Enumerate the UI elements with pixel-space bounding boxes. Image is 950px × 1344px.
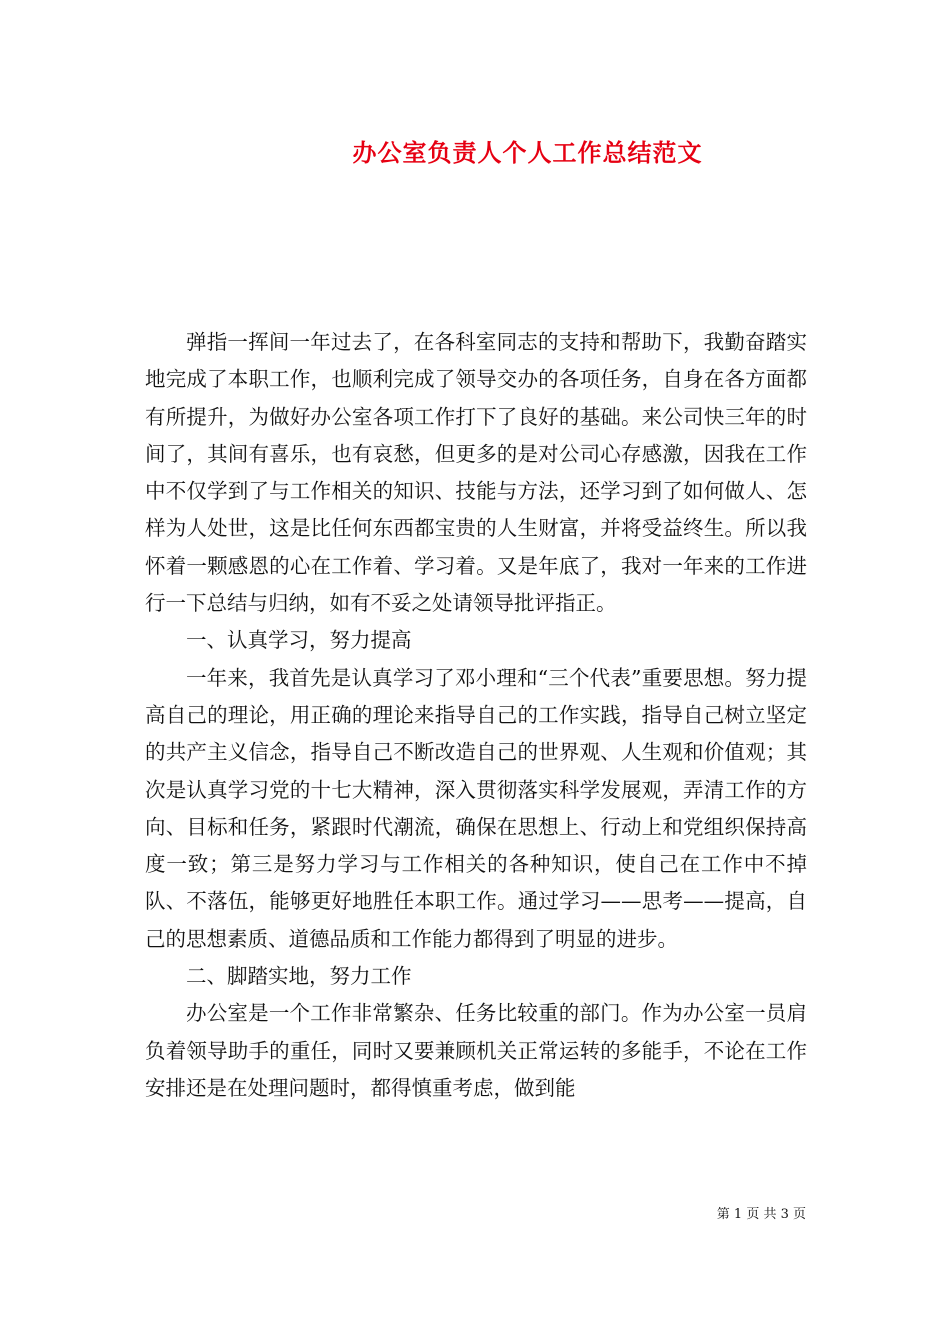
paragraph: 一年来，我首先是认真学习了邓小理和“三个代表”重要思想。努力提高自己的理论，用正确的理论来指导自己的工作实践，指导自己树立坚定的共产主义信念，指导自己不断改造自己的世界观、人生观和价值观；其次是认真学习党的十七大精神，深入贯彻落实科学发展观，弄清工作的方向、目标和任务，紧跟时代潮流，确保在思想上、行动上和党组织保持高度一致；第三是努力学习与工作相关的各种知识，使自己在工作中不掉队、不落伍，能够更好地胜任本职工作。通过学习——思考——提高，自己的思想素质、道德品质和工作能力都得到了明显的进步。	[145, 665, 807, 951]
paragraph: 办公室是一个工作非常繁杂、任务比较重的部门。作为办公室一员肩负着领导助手的重任，同时又要兼顾机关正常运转的多能手，不论在工作安排还是在处理问题时，都得慎重考虑，做到能	[145, 1001, 807, 1100]
section-heading: 一、认真学习，努力提高	[186, 628, 412, 653]
page-footer: 第 1 页 共 3 页	[716, 1207, 806, 1222]
paragraph: 弹指一挥间一年过去了，在各科室同志的支持和帮助下，我勤奋踏实地完成了本职工作，也顺利完成了领导交办的各项任务，自身在各方面都有所提升，为做好办公室各项工作打下了良好的基础。来公司快三年的时间了，其间有喜乐，也有哀愁，但更多的是对公司心存感激，因我在工作中不仅学到了与工作相关的知识、技能与方法，还学习到了如何做人、怎样为人处世，这是比任何东西都宝贵的人生财富，并将受益终生。所以我怀着一颗感恩的心在工作着、学习着。又是年底了，我对一年来的工作进行一下总结与归纳，如有不妥之处请领导批评指正。	[145, 330, 807, 616]
document-title: 办公室负责人个人工作总结范文	[352, 138, 703, 167]
document-body	[145, 324, 807, 1107]
section-heading: 二、脚踏实地，努力工作	[186, 964, 412, 989]
